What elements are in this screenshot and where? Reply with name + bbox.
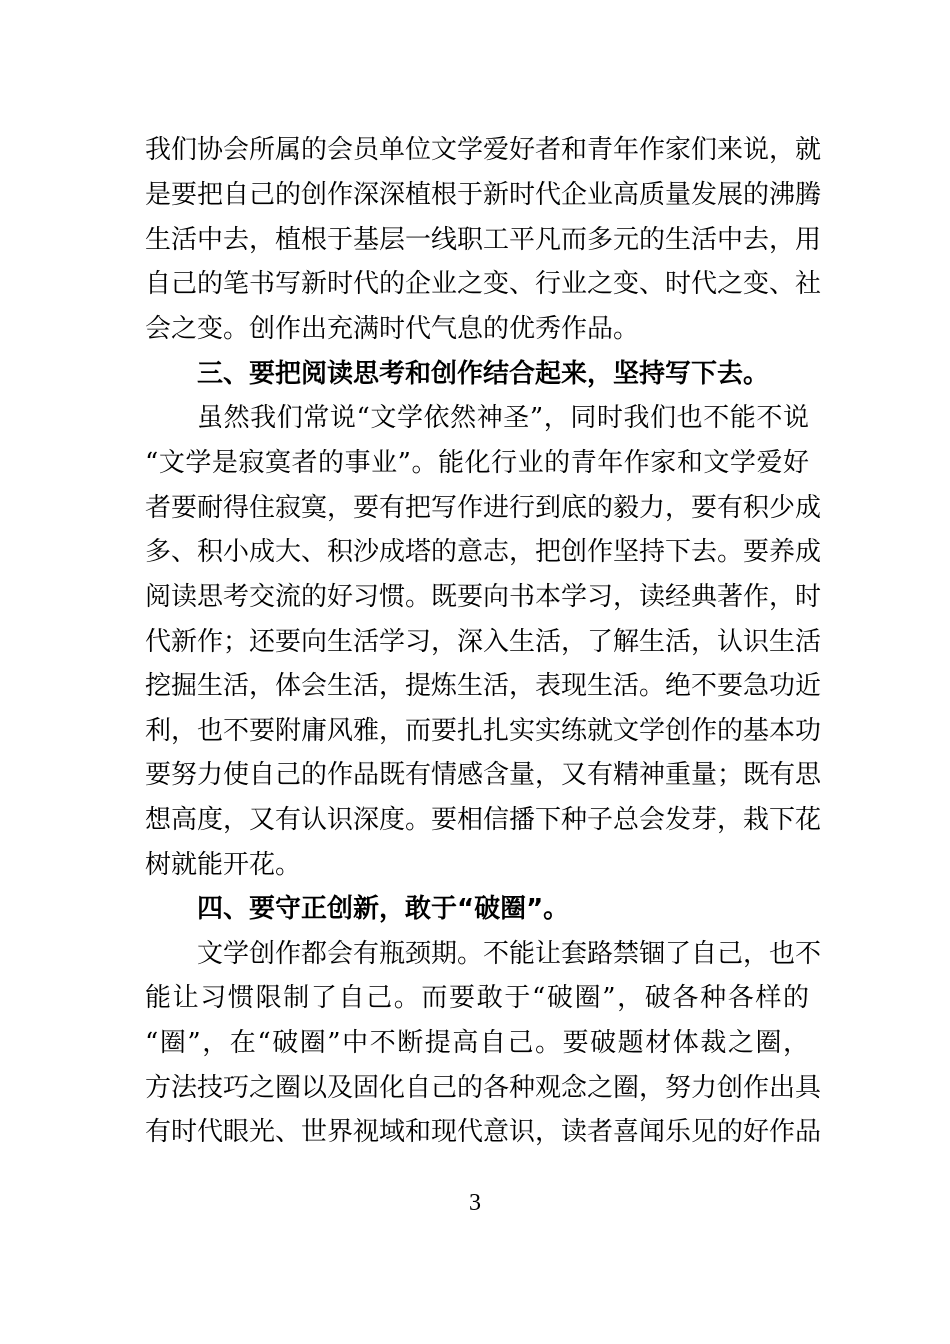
paragraph-1-line-1: 我们协会所属的会员单位文学爱好者和青年作家们来说，就 <box>145 135 822 165</box>
paragraph-1-line-2: 是要把自己的创作深深植根于新时代企业高质量发展的沸腾 <box>145 180 822 210</box>
paragraph-3-line-2: 能让习惯限制了自己。而要敢于“破圈”，破各种各样的 <box>145 983 809 1013</box>
section-heading-4: 四、要守正创新，敢于“破圈”。 <box>197 894 570 924</box>
paragraph-2-line-4: 多、积小成大、积沙成塔的意志，把创作坚持下去。要养成 <box>145 537 822 567</box>
paragraph-1-line-4: 自己的笔书写新时代的企业之变、行业之变、时代之变、社 <box>145 269 822 299</box>
paragraph-1-line-3: 生活中去，植根于基层一线职工平凡而多元的生活中去，用 <box>145 225 822 255</box>
paragraph-3-line-1: 文学创作都会有瓶颈期。不能让套路禁锢了自己，也不 <box>197 939 822 969</box>
page-number: 3 <box>469 1190 481 1216</box>
paragraph-3-line-3: “圈”，在“破圈”中不断提高自己。要破题材体裁之圈， <box>145 1028 809 1058</box>
paragraph-2-line-5: 阅读思考交流的好习惯。既要向书本学习，读经典著作，时 <box>145 582 822 612</box>
paragraph-1-line-5: 会之变。创作出充满时代气息的优秀作品。 <box>145 314 640 344</box>
paragraph-2-line-2: “文学是寂寞者的事业”。能化行业的青年作家和文学爱好 <box>145 448 809 478</box>
paragraph-3-line-5: 有时代眼光、世界视域和现代意识，读者喜闻乐见的好作品 <box>145 1117 822 1147</box>
paragraph-2-line-10: 想高度，又有认识深度。要相信播下种子总会发芽，栽下花 <box>145 805 822 835</box>
section-heading-3: 三、要把阅读思考和创作结合起来，坚持写下去。 <box>197 359 770 389</box>
paragraph-2-line-6: 代新作；还要向生活学习，深入生活，了解生活，认识生活 <box>145 627 822 657</box>
paragraph-2-line-1: 虽然我们常说“文学依然神圣”，同时我们也不能不说 <box>197 403 809 433</box>
paragraph-2-line-11: 树就能开花。 <box>145 850 302 880</box>
paragraph-2-line-9: 要努力使自己的作品既有情感含量，又有精神重量；既有思 <box>145 760 822 790</box>
paragraph-2-line-8: 利，也不要附庸风雅，而要扎扎实实练就文学创作的基本功 <box>145 716 822 746</box>
paragraph-3-line-4: 方法技巧之圈以及固化自己的各种观念之圈，努力创作出具 <box>145 1073 822 1103</box>
paragraph-2-line-7: 挖掘生活，体会生活，提炼生活，表现生活。绝不要急功近 <box>145 671 822 701</box>
paragraph-2-line-3: 者要耐得住寂寞，要有把写作进行到底的毅力，要有积少成 <box>145 493 822 523</box>
